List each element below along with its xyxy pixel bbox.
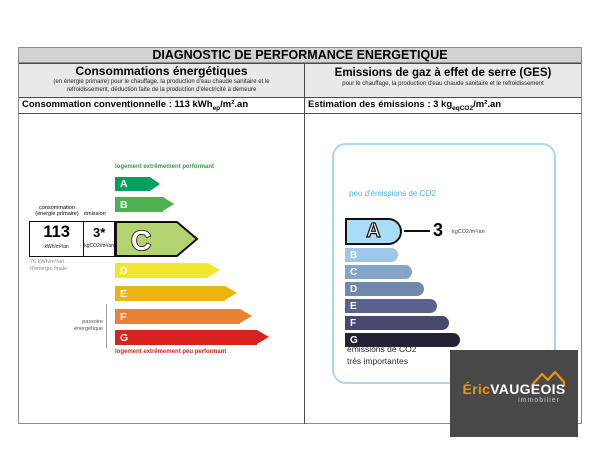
ges-class-letter: D (350, 283, 358, 295)
ges-class-letter: F (350, 317, 357, 329)
energy-class-F (115, 309, 252, 324)
energy-class-letter: B (120, 198, 128, 211)
emission-unit: kgCO2/m²/an (84, 243, 114, 249)
ges-value: 3 (433, 220, 444, 240)
consumption-value-cell (30, 222, 84, 256)
energy-class-A (115, 177, 160, 191)
energy-scale-top-label: logement extrêmement performant (115, 164, 215, 170)
ges-scale-bottom-label: émissions de CO2 très importantes (347, 344, 417, 366)
ges-pointer-line (404, 230, 430, 232)
ges-class-E (345, 299, 437, 313)
agency-tagline: immobilier (518, 397, 560, 404)
ges-class-letter: C (350, 266, 358, 278)
ges-summary: Estimation des émissions : 3 $kg_{eqCO2}/m^2.an$ (308, 99, 502, 112)
emission-label: émission (84, 211, 106, 217)
energy-class-letter: F (120, 310, 127, 323)
energy-class-D (115, 263, 220, 278)
ges-class-letter: B (350, 249, 358, 261)
ges-header-cell (305, 64, 581, 97)
final-energy-note: 76 kWh/m²/an d'énergie finale (30, 259, 68, 272)
ges-header-subtitle: pour le chauffage, la production d'eau chaude sanitaire et le refroidissement (342, 81, 544, 87)
ges-class-letter: G (350, 334, 358, 346)
ges-class-C (345, 265, 412, 279)
energy-header-subtitle-1: (en énergie primaire) pour le chauffage, la production d'eau chaude sanitaire et le (53, 79, 270, 85)
energy-header-subtitle-2: refroidissement, déduction faite de la production d'électricité à demeure (66, 86, 257, 93)
ges-highlight-arrow (345, 218, 402, 245)
ges-class-F (345, 316, 449, 330)
energy-class-letter: D (120, 264, 128, 277)
energy-summary: Consommation conventionnelle : 113 kWh$_{ep}$/m².an (22, 99, 249, 112)
emission-value: 3* (92, 225, 106, 240)
ges-class-B (345, 248, 398, 262)
agency-name (450, 381, 578, 397)
energy-highlight-letter: C (131, 225, 152, 256)
ges-class-D (345, 282, 424, 296)
energy-class-letter: G (120, 331, 129, 344)
energy-sieve-label: passoire énergétique (73, 319, 103, 332)
energy-class-letter: E (120, 287, 128, 300)
ges-highlight-letter: A (366, 220, 381, 242)
logo-rest: VAUGEOIS (490, 381, 566, 397)
agency-logo (450, 350, 578, 437)
energy-class-E (115, 286, 237, 301)
consumption-label: consommation (énergie primaire) (35, 205, 79, 217)
energy-scale-bottom-label: logement extrêmement peu performant (115, 349, 227, 355)
ges-value-unit: kgCO2/m²/an (452, 229, 485, 235)
energy-class-letter: A (120, 178, 128, 190)
consumption-value: 113 (43, 223, 70, 241)
energy-value-box (29, 221, 115, 257)
divider-line (19, 63, 581, 64)
page-title: DIAGNOSTIC DE PERFORMANCE ENERGETIQUE (19, 48, 581, 63)
energy-class-B (115, 197, 174, 212)
energy-sieve-bracket (106, 304, 107, 348)
energy-highlight-arrow (115, 221, 199, 257)
emission-value-cell (84, 222, 114, 256)
ges-header-title: Emissions de gaz à effet de serre (GES) (334, 67, 552, 79)
logo-accent: Éric (462, 381, 491, 397)
energy-header-title: Consommations énergétiques (75, 64, 248, 78)
ges-class-letter: E (350, 300, 357, 312)
energy-header-cell (19, 64, 304, 97)
column-divider (304, 63, 305, 424)
ges-scale-top-label: peu d'émissions de CO2 (349, 189, 436, 198)
energy-class-G (115, 330, 269, 345)
consumption-unit: kWh/m²/an (44, 244, 69, 250)
